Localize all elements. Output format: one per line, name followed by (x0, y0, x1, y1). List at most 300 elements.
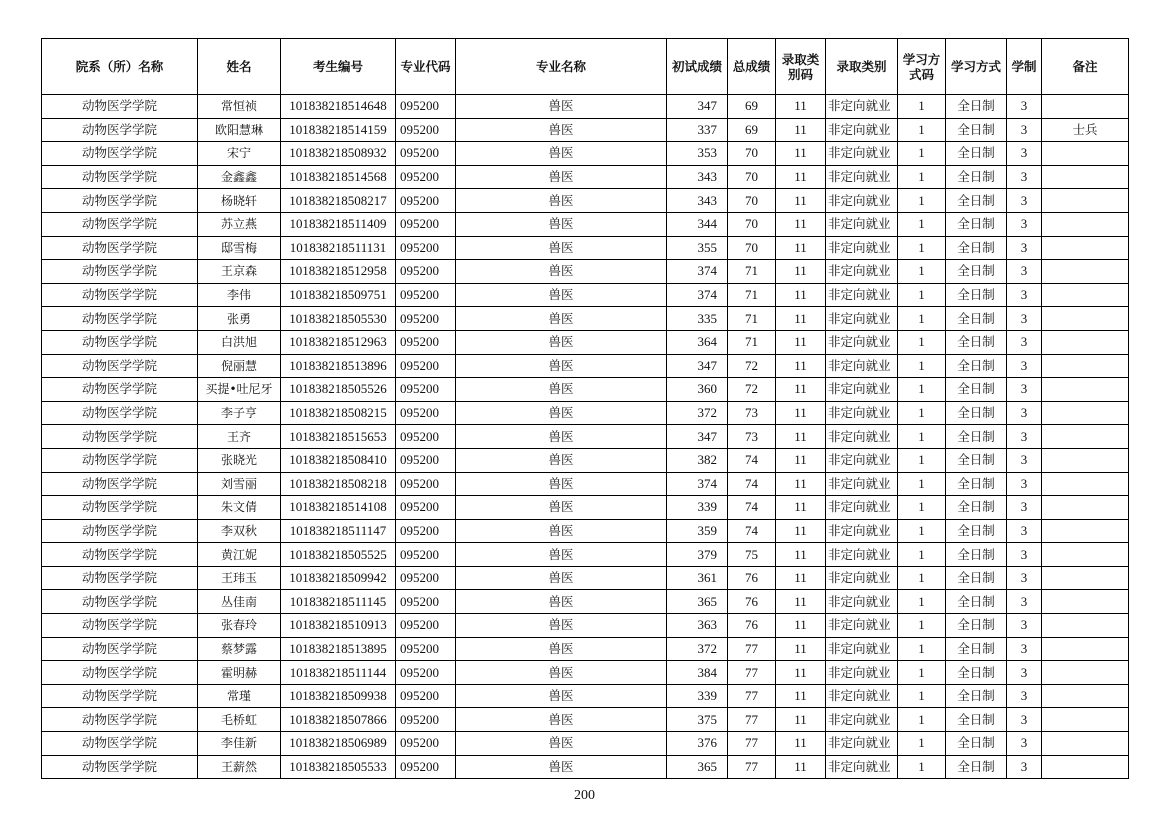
cell-major-name: 兽医 (456, 566, 667, 590)
cell-department: 动物医学学院 (42, 283, 198, 307)
cell-candidate-id: 101838218510913 (281, 614, 396, 638)
cell-duration: 3 (1007, 543, 1042, 567)
cell-department: 动物医学学院 (42, 142, 198, 166)
cell-admission-type: 非定向就业 (826, 637, 898, 661)
cell-remarks (1042, 448, 1129, 472)
cell-department: 动物医学学院 (42, 566, 198, 590)
cell-department: 动物医学学院 (42, 236, 198, 260)
table-row (42, 708, 1129, 732)
cell-name: 毛桥虹 (198, 708, 281, 732)
cell-major-name: 兽医 (456, 472, 667, 496)
cell-major-name: 兽医 (456, 684, 667, 708)
cell-prelim-score: 372 (667, 401, 728, 425)
cell-study-mode: 全日制 (946, 236, 1007, 260)
cell-admission-type-code: 11 (776, 378, 826, 402)
cell-admission-type-code: 11 (776, 330, 826, 354)
cell-department: 动物医学学院 (42, 684, 198, 708)
cell-total-score: 70 (728, 165, 776, 189)
table-header (42, 39, 1129, 95)
cell-major-name: 兽医 (456, 519, 667, 543)
cell-duration: 3 (1007, 566, 1042, 590)
cell-admission-type-code: 11 (776, 684, 826, 708)
cell-admission-type-code: 11 (776, 661, 826, 685)
cell-admission-type: 非定向就业 (826, 189, 898, 213)
cell-remarks (1042, 637, 1129, 661)
table-row (42, 260, 1129, 284)
cell-major-name: 兽医 (456, 283, 667, 307)
cell-study-mode-code: 1 (898, 330, 946, 354)
table-row (42, 732, 1129, 756)
cell-prelim-score: 384 (667, 661, 728, 685)
cell-candidate-id: 101838218511131 (281, 236, 396, 260)
cell-study-mode: 全日制 (946, 614, 1007, 638)
cell-major-code: 095200 (396, 496, 456, 520)
cell-major-name: 兽医 (456, 260, 667, 284)
header-prelim-score: 初试成绩 (667, 39, 728, 95)
cell-name: 买提•吐尼牙 (198, 378, 281, 402)
cell-admission-type-code: 11 (776, 401, 826, 425)
cell-admission-type-code: 11 (776, 95, 826, 119)
cell-remarks: 士兵 (1042, 118, 1129, 142)
cell-major-name: 兽医 (456, 330, 667, 354)
cell-candidate-id: 101838218509942 (281, 566, 396, 590)
cell-admission-type-code: 11 (776, 260, 826, 284)
cell-study-mode-code: 1 (898, 165, 946, 189)
cell-total-score: 74 (728, 496, 776, 520)
table-row (42, 755, 1129, 779)
cell-duration: 3 (1007, 189, 1042, 213)
cell-total-score: 76 (728, 614, 776, 638)
cell-major-name: 兽医 (456, 590, 667, 614)
cell-major-code: 095200 (396, 212, 456, 236)
cell-admission-type: 非定向就业 (826, 566, 898, 590)
cell-admission-type-code: 11 (776, 472, 826, 496)
cell-remarks (1042, 95, 1129, 119)
cell-admission-type: 非定向就业 (826, 260, 898, 284)
cell-remarks (1042, 165, 1129, 189)
table-row (42, 189, 1129, 213)
table-row (42, 118, 1129, 142)
cell-name: 倪丽慧 (198, 354, 281, 378)
cell-prelim-score: 339 (667, 496, 728, 520)
cell-prelim-score: 374 (667, 472, 728, 496)
cell-remarks (1042, 496, 1129, 520)
table-row (42, 95, 1129, 119)
cell-candidate-id: 101838218515653 (281, 425, 396, 449)
cell-admission-type: 非定向就业 (826, 590, 898, 614)
cell-name: 丛佳南 (198, 590, 281, 614)
cell-candidate-id: 101838218511147 (281, 519, 396, 543)
cell-name: 苏立燕 (198, 212, 281, 236)
cell-major-code: 095200 (396, 307, 456, 331)
cell-duration: 3 (1007, 519, 1042, 543)
cell-name: 王京森 (198, 260, 281, 284)
cell-major-code: 095200 (396, 708, 456, 732)
cell-prelim-score: 347 (667, 354, 728, 378)
cell-major-code: 095200 (396, 661, 456, 685)
cell-duration: 3 (1007, 732, 1042, 756)
cell-study-mode-code: 1 (898, 212, 946, 236)
cell-remarks (1042, 354, 1129, 378)
cell-admission-type-code: 11 (776, 118, 826, 142)
cell-name: 张晓光 (198, 448, 281, 472)
cell-candidate-id: 101838218508410 (281, 448, 396, 472)
cell-total-score: 70 (728, 142, 776, 166)
cell-admission-type: 非定向就业 (826, 732, 898, 756)
cell-major-name: 兽医 (456, 496, 667, 520)
cell-major-code: 095200 (396, 260, 456, 284)
cell-name: 李伟 (198, 283, 281, 307)
table-row (42, 472, 1129, 496)
cell-major-code: 095200 (396, 165, 456, 189)
cell-major-name: 兽医 (456, 212, 667, 236)
cell-admission-type-code: 11 (776, 637, 826, 661)
cell-candidate-id: 101838218511409 (281, 212, 396, 236)
cell-study-mode: 全日制 (946, 519, 1007, 543)
cell-name: 张春玲 (198, 614, 281, 638)
cell-admission-type: 非定向就业 (826, 236, 898, 260)
cell-admission-type: 非定向就业 (826, 142, 898, 166)
cell-major-name: 兽医 (456, 708, 667, 732)
cell-department: 动物医学学院 (42, 661, 198, 685)
header-study-mode-code: 学习方式码 (898, 39, 946, 95)
cell-prelim-score: 343 (667, 165, 728, 189)
header-admission-type: 录取类别 (826, 39, 898, 95)
cell-admission-type-code: 11 (776, 142, 826, 166)
cell-name: 李子亨 (198, 401, 281, 425)
cell-remarks (1042, 708, 1129, 732)
cell-major-name: 兽医 (456, 165, 667, 189)
cell-admission-type-code: 11 (776, 755, 826, 779)
cell-duration: 3 (1007, 95, 1042, 119)
cell-total-score: 74 (728, 519, 776, 543)
cell-total-score: 69 (728, 118, 776, 142)
cell-candidate-id: 101838218508218 (281, 472, 396, 496)
cell-prelim-score: 360 (667, 378, 728, 402)
cell-admission-type-code: 11 (776, 425, 826, 449)
cell-major-name: 兽医 (456, 661, 667, 685)
cell-candidate-id: 101838218507866 (281, 708, 396, 732)
cell-remarks (1042, 283, 1129, 307)
cell-admission-type: 非定向就业 (826, 448, 898, 472)
cell-study-mode-code: 1 (898, 472, 946, 496)
cell-study-mode: 全日制 (946, 354, 1007, 378)
cell-admission-type: 非定向就业 (826, 378, 898, 402)
cell-remarks (1042, 684, 1129, 708)
cell-major-code: 095200 (396, 354, 456, 378)
cell-major-code: 095200 (396, 684, 456, 708)
table-row (42, 637, 1129, 661)
cell-total-score: 69 (728, 95, 776, 119)
cell-department: 动物医学学院 (42, 189, 198, 213)
cell-remarks (1042, 519, 1129, 543)
cell-major-code: 095200 (396, 283, 456, 307)
cell-duration: 3 (1007, 637, 1042, 661)
table-row (42, 142, 1129, 166)
cell-duration: 3 (1007, 378, 1042, 402)
cell-duration: 3 (1007, 755, 1042, 779)
cell-study-mode: 全日制 (946, 684, 1007, 708)
table-row (42, 307, 1129, 331)
cell-admission-type: 非定向就业 (826, 661, 898, 685)
admission-table (41, 38, 1129, 779)
cell-department: 动物医学学院 (42, 165, 198, 189)
cell-department: 动物医学学院 (42, 755, 198, 779)
cell-major-name: 兽医 (456, 307, 667, 331)
cell-department: 动物医学学院 (42, 212, 198, 236)
cell-study-mode-code: 1 (898, 496, 946, 520)
cell-study-mode: 全日制 (946, 637, 1007, 661)
cell-candidate-id: 101838218514159 (281, 118, 396, 142)
cell-total-score: 77 (728, 684, 776, 708)
cell-admission-type: 非定向就业 (826, 283, 898, 307)
cell-major-name: 兽医 (456, 543, 667, 567)
cell-study-mode: 全日制 (946, 212, 1007, 236)
cell-remarks (1042, 142, 1129, 166)
cell-admission-type: 非定向就业 (826, 401, 898, 425)
table-row (42, 566, 1129, 590)
cell-study-mode: 全日制 (946, 142, 1007, 166)
cell-department: 动物医学学院 (42, 260, 198, 284)
cell-duration: 3 (1007, 283, 1042, 307)
cell-remarks (1042, 330, 1129, 354)
cell-study-mode: 全日制 (946, 95, 1007, 119)
header-name: 姓名 (198, 39, 281, 95)
table-row (42, 448, 1129, 472)
cell-total-score: 73 (728, 401, 776, 425)
cell-duration: 3 (1007, 448, 1042, 472)
cell-study-mode-code: 1 (898, 755, 946, 779)
cell-candidate-id: 101838218505530 (281, 307, 396, 331)
cell-duration: 3 (1007, 401, 1042, 425)
cell-study-mode-code: 1 (898, 118, 946, 142)
cell-study-mode-code: 1 (898, 189, 946, 213)
cell-admission-type-code: 11 (776, 354, 826, 378)
cell-study-mode-code: 1 (898, 684, 946, 708)
cell-major-name: 兽医 (456, 189, 667, 213)
cell-total-score: 77 (728, 708, 776, 732)
cell-admission-type: 非定向就业 (826, 330, 898, 354)
cell-total-score: 70 (728, 212, 776, 236)
cell-name: 杨晓轩 (198, 189, 281, 213)
cell-prelim-score: 335 (667, 307, 728, 331)
cell-remarks (1042, 425, 1129, 449)
cell-study-mode: 全日制 (946, 425, 1007, 449)
cell-major-code: 095200 (396, 566, 456, 590)
table-row (42, 378, 1129, 402)
cell-major-code: 095200 (396, 732, 456, 756)
cell-candidate-id: 101838218505533 (281, 755, 396, 779)
cell-major-name: 兽医 (456, 401, 667, 425)
header-remarks: 备注 (1042, 39, 1129, 95)
cell-total-score: 70 (728, 236, 776, 260)
cell-remarks (1042, 590, 1129, 614)
cell-admission-type-code: 11 (776, 543, 826, 567)
cell-prelim-score: 347 (667, 95, 728, 119)
cell-department: 动物医学学院 (42, 496, 198, 520)
cell-duration: 3 (1007, 708, 1042, 732)
cell-study-mode: 全日制 (946, 472, 1007, 496)
cell-duration: 3 (1007, 684, 1042, 708)
cell-name: 白洪旭 (198, 330, 281, 354)
cell-candidate-id: 101838218512958 (281, 260, 396, 284)
cell-department: 动物医学学院 (42, 95, 198, 119)
cell-remarks (1042, 189, 1129, 213)
cell-admission-type: 非定向就业 (826, 496, 898, 520)
cell-major-code: 095200 (396, 543, 456, 567)
cell-study-mode: 全日制 (946, 401, 1007, 425)
cell-admission-type: 非定向就业 (826, 307, 898, 331)
cell-major-name: 兽医 (456, 354, 667, 378)
cell-total-score: 75 (728, 543, 776, 567)
cell-total-score: 72 (728, 354, 776, 378)
cell-study-mode-code: 1 (898, 732, 946, 756)
cell-candidate-id: 101838218505525 (281, 543, 396, 567)
cell-name: 黄江妮 (198, 543, 281, 567)
cell-remarks (1042, 212, 1129, 236)
cell-remarks (1042, 661, 1129, 685)
cell-remarks (1042, 543, 1129, 567)
cell-study-mode-code: 1 (898, 519, 946, 543)
cell-prelim-score: 379 (667, 543, 728, 567)
cell-candidate-id: 101838218513896 (281, 354, 396, 378)
cell-remarks (1042, 614, 1129, 638)
table-row (42, 354, 1129, 378)
cell-admission-type-code: 11 (776, 236, 826, 260)
cell-name: 欧阳慧琳 (198, 118, 281, 142)
cell-name: 王齐 (198, 425, 281, 449)
cell-prelim-score: 347 (667, 425, 728, 449)
cell-study-mode: 全日制 (946, 732, 1007, 756)
cell-admission-type: 非定向就业 (826, 543, 898, 567)
cell-major-name: 兽医 (456, 236, 667, 260)
cell-prelim-score: 374 (667, 260, 728, 284)
cell-study-mode-code: 1 (898, 401, 946, 425)
cell-duration: 3 (1007, 118, 1042, 142)
cell-duration: 3 (1007, 614, 1042, 638)
cell-major-code: 095200 (396, 519, 456, 543)
header-candidate-id: 考生编号 (281, 39, 396, 95)
cell-department: 动物医学学院 (42, 708, 198, 732)
header-major-code: 专业代码 (396, 39, 456, 95)
cell-prelim-score: 339 (667, 684, 728, 708)
cell-major-code: 095200 (396, 472, 456, 496)
cell-admission-type-code: 11 (776, 566, 826, 590)
cell-study-mode-code: 1 (898, 260, 946, 284)
cell-major-name: 兽医 (456, 118, 667, 142)
table-row (42, 543, 1129, 567)
cell-study-mode: 全日制 (946, 590, 1007, 614)
header-study-mode: 学习方式 (946, 39, 1007, 95)
table-row (42, 684, 1129, 708)
cell-major-code: 095200 (396, 614, 456, 638)
cell-prelim-score: 364 (667, 330, 728, 354)
cell-major-code: 095200 (396, 330, 456, 354)
cell-total-score: 76 (728, 566, 776, 590)
cell-admission-type-code: 11 (776, 212, 826, 236)
cell-name: 金鑫鑫 (198, 165, 281, 189)
table-row (42, 425, 1129, 449)
cell-study-mode-code: 1 (898, 661, 946, 685)
cell-total-score: 77 (728, 732, 776, 756)
cell-duration: 3 (1007, 212, 1042, 236)
table-row (42, 496, 1129, 520)
cell-admission-type-code: 11 (776, 590, 826, 614)
header-row (42, 39, 1129, 95)
cell-total-score: 77 (728, 637, 776, 661)
cell-name: 宋宁 (198, 142, 281, 166)
cell-major-name: 兽医 (456, 732, 667, 756)
cell-study-mode: 全日制 (946, 330, 1007, 354)
cell-duration: 3 (1007, 472, 1042, 496)
cell-major-code: 095200 (396, 755, 456, 779)
cell-study-mode: 全日制 (946, 307, 1007, 331)
cell-candidate-id: 101838218505526 (281, 378, 396, 402)
cell-remarks (1042, 260, 1129, 284)
cell-department: 动物医学学院 (42, 378, 198, 402)
cell-remarks (1042, 378, 1129, 402)
cell-study-mode-code: 1 (898, 378, 946, 402)
cell-department: 动物医学学院 (42, 330, 198, 354)
cell-total-score: 71 (728, 307, 776, 331)
cell-prelim-score: 361 (667, 566, 728, 590)
cell-total-score: 77 (728, 661, 776, 685)
cell-candidate-id: 101838218514648 (281, 95, 396, 119)
cell-department: 动物医学学院 (42, 732, 198, 756)
cell-admission-type-code: 11 (776, 708, 826, 732)
cell-study-mode: 全日制 (946, 566, 1007, 590)
cell-study-mode: 全日制 (946, 283, 1007, 307)
cell-department: 动物医学学院 (42, 637, 198, 661)
cell-duration: 3 (1007, 236, 1042, 260)
cell-major-code: 095200 (396, 590, 456, 614)
cell-major-code: 095200 (396, 637, 456, 661)
cell-admission-type-code: 11 (776, 519, 826, 543)
cell-department: 动物医学学院 (42, 118, 198, 142)
cell-total-score: 71 (728, 330, 776, 354)
cell-remarks (1042, 755, 1129, 779)
cell-remarks (1042, 236, 1129, 260)
cell-major-code: 095200 (396, 189, 456, 213)
cell-total-score: 72 (728, 378, 776, 402)
cell-study-mode: 全日制 (946, 543, 1007, 567)
cell-name: 王薪然 (198, 755, 281, 779)
cell-study-mode: 全日制 (946, 189, 1007, 213)
cell-name: 邸雪梅 (198, 236, 281, 260)
cell-remarks (1042, 307, 1129, 331)
cell-candidate-id: 101838218509751 (281, 283, 396, 307)
cell-duration: 3 (1007, 165, 1042, 189)
cell-study-mode-code: 1 (898, 354, 946, 378)
cell-department: 动物医学学院 (42, 519, 198, 543)
cell-admission-type: 非定向就业 (826, 614, 898, 638)
cell-total-score: 76 (728, 590, 776, 614)
cell-candidate-id: 101838218508932 (281, 142, 396, 166)
cell-department: 动物医学学院 (42, 307, 198, 331)
cell-admission-type-code: 11 (776, 448, 826, 472)
cell-admission-type: 非定向就业 (826, 684, 898, 708)
cell-name: 王玮玉 (198, 566, 281, 590)
cell-study-mode-code: 1 (898, 543, 946, 567)
cell-total-score: 70 (728, 189, 776, 213)
cell-major-code: 095200 (396, 118, 456, 142)
cell-study-mode: 全日制 (946, 755, 1007, 779)
cell-admission-type-code: 11 (776, 307, 826, 331)
cell-total-score: 71 (728, 260, 776, 284)
cell-name: 常恒祯 (198, 95, 281, 119)
cell-prelim-score: 359 (667, 519, 728, 543)
cell-duration: 3 (1007, 496, 1042, 520)
